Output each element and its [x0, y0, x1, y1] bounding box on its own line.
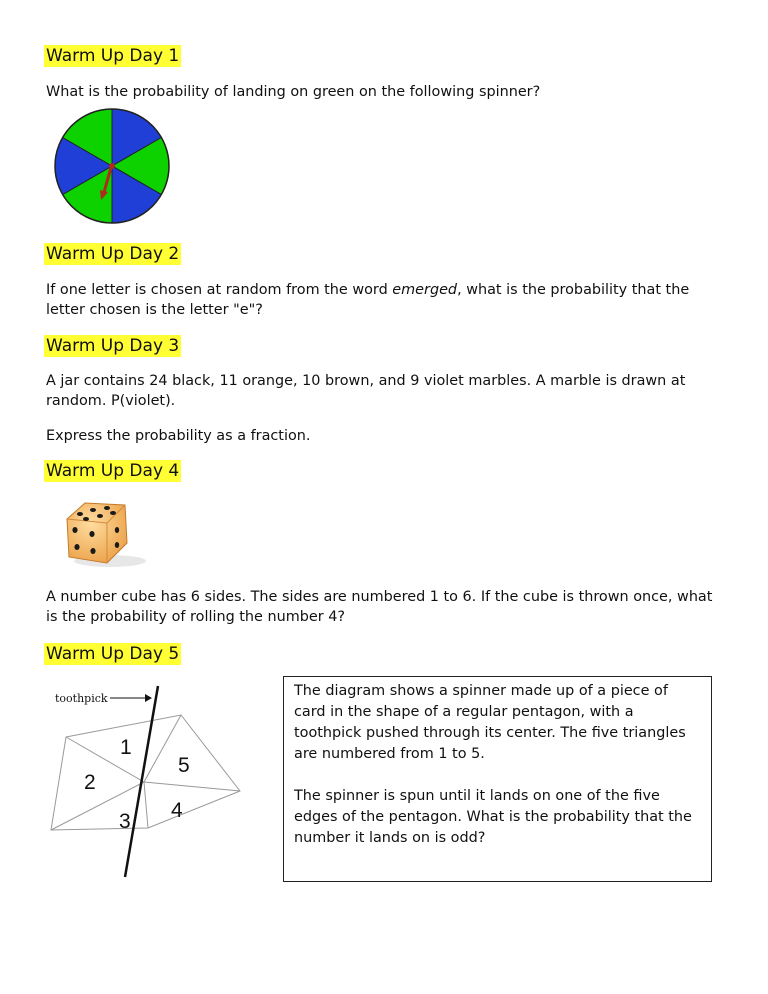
pentagon-spinner-diagram — [46, 674, 251, 879]
day2-word: emerged — [392, 282, 458, 298]
day3-instruction: Express the probability as a fraction. — [46, 428, 311, 444]
pentagon-outline — [51, 715, 240, 830]
day5-box-para1: The diagram shows a spinner made up of a piece of card in the shape of a regular pentagon, with a toothpick pushed through its center. The five triangles are numbered from 1 to 5. — [294, 683, 686, 762]
pentagon-number: 2 — [84, 771, 96, 794]
day1-question: What is the probability of landing on green on the following spinner? — [46, 84, 541, 100]
day2-question: If one letter is chosen at random from the word emerged, what is the probability that the letter chosen is the letter "e"? — [46, 282, 690, 318]
day1-heading: Warm Up Day 1 — [46, 46, 180, 66]
day5-heading: Warm Up Day 5 — [46, 644, 180, 664]
day4-heading: Warm Up Day 4 — [46, 461, 180, 481]
day2-heading: Warm Up Day 2 — [46, 244, 180, 264]
day3-question: A jar contains 24 black, 11 orange, 10 brown, and 9 violet marbles. A marble is drawn at random. P(violet). — [46, 373, 686, 409]
pentagon-number: 4 — [171, 799, 183, 822]
day5-box-para2: The spinner is spun until it lands on one of the five edges of the pentagon. What is the probability that the number it lands on is odd? — [294, 788, 692, 846]
day4-question: A number cube has 6 sides. The sides are numbered 1 to 6. If the cube is thrown once, what is the probability of rolling the number 4? — [46, 589, 713, 625]
toothpick-label: toothpick — [55, 692, 108, 705]
pentagon-number: 3 — [119, 810, 131, 833]
day5-question-box — [283, 676, 712, 882]
spinner-image — [52, 106, 172, 226]
pentagon-number: 1 — [120, 736, 132, 759]
pentagon-number: 5 — [178, 754, 190, 777]
day3-heading: Warm Up Day 3 — [46, 336, 180, 356]
dice-image — [55, 497, 150, 569]
